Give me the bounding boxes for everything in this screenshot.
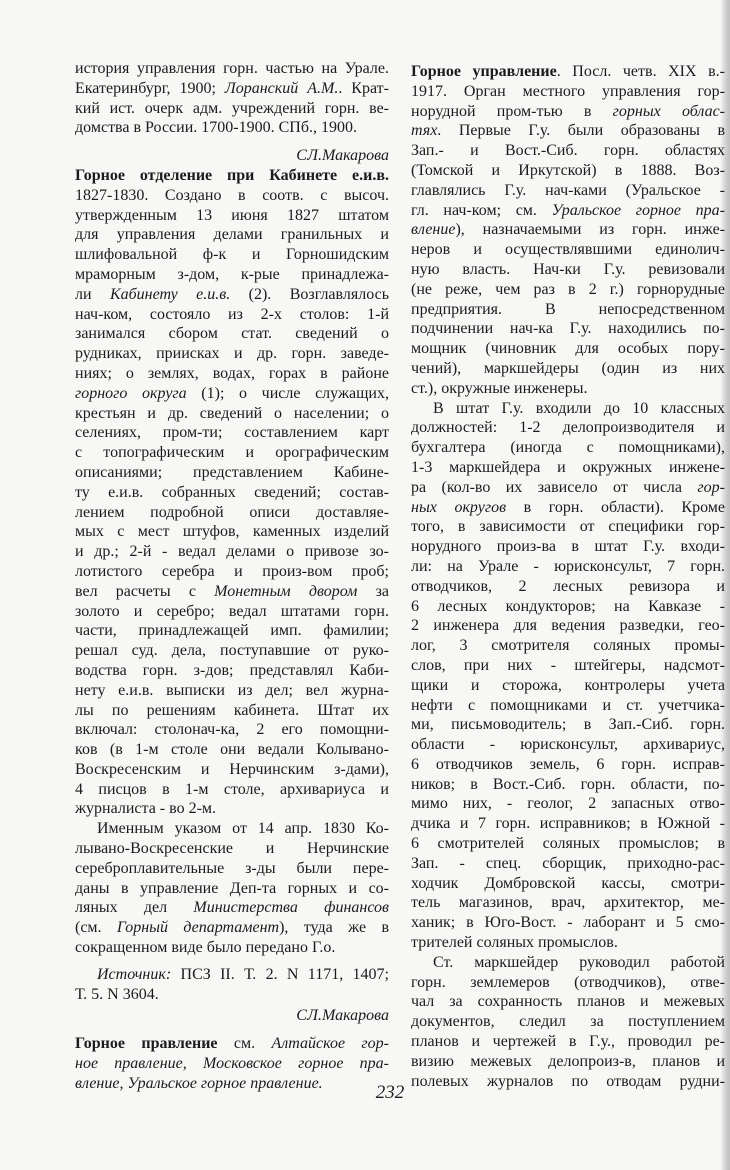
text-segment: норудной пром-тью в [411,102,613,120]
text-segment: селениях, пром-ти; составлением карт [75,424,389,442]
text-line [75,839,389,859]
text-line [75,344,389,364]
text-segment: 1917. Орган местного управления гор- [411,82,725,100]
text-paragraph [411,399,725,953]
text-line [411,854,725,874]
text-segment: с топографическим и орографическим [75,444,389,462]
text-segment: (см. [75,919,117,937]
text-segment: . Крат- [338,79,389,97]
text-segment: в горн. области). Кроме [506,498,726,516]
text-segment: (не реже, чем раз в 2 г.) горнорудные [411,280,725,298]
text-line [75,206,389,226]
text-line [75,582,389,602]
text-segment: ту е.и.в. собранных сведений; состав- [75,483,389,501]
text-line [411,260,725,280]
text-segment: ков (в 1-м столе они ведали Колывано- [75,741,389,759]
text-segment: Зап.- и Вост.-Сиб. горн. областях [411,142,725,160]
text-segment: области - юрисконсульт, архивариус, [411,736,725,754]
text-line [75,59,389,79]
text-line [75,118,389,138]
text-line [411,319,725,339]
text-line [411,715,725,735]
text-line [411,814,725,834]
text-segment: щики и сторожа, контролеры учета [411,676,725,694]
text-line [75,324,389,344]
text-segment: 4 писцов в 1-м столе, архивариуса и [75,780,389,798]
text-line [75,503,389,523]
text-line [411,181,725,201]
text-line [411,62,725,82]
text-line [411,992,725,1012]
text-segment: тель магазинов, врач, архитектор, ме- [411,894,725,912]
text-line [75,701,389,721]
text-segment: решал суд. дела, поступавшие от руко- [75,642,389,660]
text-line [411,794,725,814]
text-segment: история управления горн. частью на Урале. [75,60,389,77]
text-segment: отводчиков, 2 лесных ревизора и [411,577,725,595]
text-line [75,985,389,1005]
text-line [75,879,389,899]
italic-reference: гор- [697,478,725,496]
italic-reference: Кабинету е.и.в. [109,285,231,303]
text-line [411,913,725,933]
text-segment: 6 отводчиков земель, 6 горн. исправ- [411,755,725,773]
text-segment: домства в России. 1700-1900. СПб., 1900. [75,119,357,137]
text-line [411,220,725,240]
text-segment: неров и осуществлявшими единолич- [411,241,725,259]
text-segment: ли: на Урале - юрисконсульт, 7 горн. [411,557,725,575]
text-line [411,616,725,636]
text-segment: документов, следил за поступлением [411,1013,725,1031]
text-line [411,300,725,320]
text-segment: главлялись Г.у. нач-ками (Уральское - [411,181,725,199]
text-segment: за [357,582,389,600]
text-segment: 6 лесных кондукторов; на Кавказе - [411,597,725,615]
text-segment: сокращенном виде было передано Г.о. [75,939,336,957]
text-segment: сереброплавительные з-ды были пере- [75,859,389,877]
text-line [411,676,725,696]
text-segment: Воскресенским и Нерчинским з-дами), [75,760,389,778]
text-line [411,656,725,676]
text-segment: норудного произ-ва в штат Г.у. входи- [411,538,725,556]
text-line [75,483,389,503]
text-segment: Екатеринбург, 1900; [75,79,225,97]
text-segment: ляных дел [75,899,194,917]
text-segment: ханик; в Юго-Вост. - лаборант и 5 смо- [411,914,725,932]
text-segment: лением подробной описи доставляе- [75,503,389,521]
text-line [75,305,389,325]
text-segment: журналиста - во 2-м. [75,800,217,818]
text-line [411,537,725,557]
text-line [75,522,389,542]
text-segment: ст.), окружные инженеры. [411,379,588,397]
text-segment: ников; в Вост.-Сиб. горн. области, по- [411,775,725,793]
text-line [411,893,725,913]
text-line [75,542,389,562]
text-segment: должностей: 1-2 делопроизводителя и [411,419,725,437]
entry-heading: Горное отделение при Кабинете е.и.в. [75,166,389,184]
text-line [411,141,725,161]
text-line [411,933,725,953]
text-paragraph [75,59,389,138]
italic-reference: вление, Уральское горное правление. [75,1074,323,1092]
text-line [75,99,389,119]
text-line [75,166,389,186]
text-line [75,364,389,384]
text-line [411,280,725,300]
text-line [411,121,725,141]
text-paragraph [411,62,725,399]
italic-reference: Уральское горное пра- [551,201,725,219]
page-number: 232 [375,1082,405,1103]
text-segment: утвержденным 13 июня 1827 штатом [75,206,389,224]
text-line [75,245,389,265]
text-segment: крестьян и др. сведений о населении; о [75,404,389,422]
text-line [411,1032,725,1052]
entry-heading: Горное управление [411,63,557,80]
text-segment: даны в управление Деп-та горных и со- [75,879,389,897]
text-segment: (2). Возглавлялось [230,285,389,303]
text-line [75,602,389,622]
italic-reference: Горный департамент [116,919,280,937]
text-segment: нефти с помощниками и ст. учетчика- [411,696,725,714]
text-paragraph [75,1034,389,1093]
text-line [411,359,725,379]
text-line [411,597,725,617]
text-paragraph [75,819,389,958]
text-paragraph [75,965,389,1005]
italic-reference: ное правление, Московское горное пра- [75,1055,389,1073]
text-segment: ра (кол-во их зависело от числа [411,478,698,496]
text-line [411,517,725,537]
text-line [411,874,725,894]
text-segment: золото и серебро; ведал штатами горн. [75,602,389,620]
left-column [75,59,389,1094]
text-segment: нач-ком, состояло из 2-х столов: 1-й [75,305,389,323]
italic-reference: Монетным двором [214,582,358,600]
text-line [75,285,389,305]
text-segment: В штат Г.у. входили до 10 классных [433,399,725,417]
text-line [75,740,389,760]
text-segment: водства горн. з-дов; представлял Каби- [75,661,389,679]
text-segment: ми, письмоводитель; в Зап.-Сиб. горн. [411,716,725,734]
italic-reference: ных округов [411,498,507,516]
text-line [411,557,725,577]
text-segment: шлифовальной ф-к и Горношидским [75,246,389,264]
text-segment: 6 смотрителей соляных промыслов; в [411,835,725,853]
text-line [411,1072,725,1092]
text-segment: лотистого серебра и произ-вом проб; [75,562,389,580]
text-segment: визию межевых делопроиз-в, планов и [411,1052,725,1070]
text-segment: горн. землемеров (отводчиков), отве- [411,973,725,991]
text-segment: лог, 3 смотрителя соляных промы- [411,637,725,655]
text-line [75,720,389,740]
text-line [411,399,725,419]
italic-reference: вление [411,221,456,239]
italic-reference: горных облас- [612,102,725,120]
text-line [75,463,389,483]
text-segment: мраморным з-дом, к-рые принадлежа- [75,265,389,283]
text-segment: ли [75,285,110,303]
text-line [411,577,725,597]
italic-reference: Лоранский А.М. [224,79,339,97]
text-line [75,423,389,443]
text-segment: Ст. маркшейдер руководил работой [433,953,725,971]
text-segment: и др.; 2-й - ведал делами о привозе зо- [75,543,389,561]
text-segment: ходчик Домбровской кассы, смотри- [411,874,725,892]
text-segment: ПСЗ II. Т. 2. N 1171, 1407; [171,965,389,983]
text-segment: нету е.и.в. выписки из дел; вел журна- [75,681,389,699]
text-segment: Именным указом от 14 апр. 1830 Ко- [97,820,389,838]
text-segment: трителей соляных промыслов. [411,934,618,952]
italic-reference: горного округа [75,384,187,402]
text-line [411,240,725,260]
text-line [75,621,389,641]
text-line [411,82,725,102]
text-line [75,918,389,938]
text-segment: лывано-Воскресенские и Нерчинские [75,840,389,858]
text-line [411,735,725,755]
text-segment: планов и чертежей в Г.у., проводил ре- [411,1033,725,1051]
text-segment: ную власть. Нач-ки Г.у. ревизовали [411,260,725,278]
text-line [75,384,389,404]
entry-heading: Горное правление [75,1035,218,1053]
text-segment: предприятия. В непосредственном [411,300,725,318]
text-segment: мых с мест штуфов, каменных изделий [75,523,389,541]
text-line [75,225,389,245]
text-line [75,859,389,879]
text-line [411,379,725,399]
text-line [411,201,725,221]
italic-reference: Источник: [97,965,172,983]
text-line [411,696,725,716]
text-segment: кий ист. очерк адм. учреждений горн. ве- [75,99,389,117]
text-line [75,819,389,839]
text-line [75,898,389,918]
text-segment: части, принадлежащей имп. фамилии; [75,622,389,640]
text-line [75,562,389,582]
text-line [411,1052,725,1072]
text-segment: Т. 5. N 3604. [75,985,159,1003]
text-segment: (Томской и Иркутской) в 1888. Воз- [411,161,725,179]
italic-reference: Алтайское гор- [271,1035,389,1053]
text-segment: рудниках, приисках и др. горн. заведе- [75,345,389,363]
text-segment: вел расчеты с [75,582,215,600]
text-segment: 1827-1830. Создано в соотв. с высоч. [75,186,389,204]
text-segment: включал: столонач-ка, 2 его помощни- [75,721,389,739]
text-segment: слов, при них - штейгеры, надсмот- [411,656,725,674]
text-segment: чений), маркшейдеры (один из них [411,359,725,377]
text-segment: лы по решениям кабинета. Штат их [75,701,389,719]
text-segment: гл. нач-ком; см. [411,201,552,219]
author-signature: СЛ.Макарова [296,1007,389,1025]
text-segment: . Посл. четв. XIX в.- [556,63,725,80]
text-line [411,636,725,656]
text-line [411,775,725,795]
italic-reference: тях [411,122,438,140]
text-segment: 2 инженера для ведения разведки, гео- [411,617,725,635]
text-segment: того, в зависимости от специфики гор- [411,518,725,536]
text-segment: см. [217,1035,272,1053]
text-line [411,498,725,518]
text-segment: ), туда же в [279,919,390,937]
text-line [411,438,725,458]
right-column [411,62,725,1091]
text-line [411,418,725,438]
text-line [411,973,725,993]
text-line [75,404,389,424]
author-signature: СЛ.Макарова [296,147,389,165]
text-line [75,641,389,661]
text-line [411,1012,725,1032]
text-segment: ниях; о землях, водах, горах в районе [75,364,389,382]
text-segment: подчинении нач-ка Г.у. находились по- [411,320,725,338]
italic-reference: Министерства финансов [193,899,389,917]
text-line [75,760,389,780]
text-segment: . Первые Г.у. были образованы в [437,122,725,140]
text-paragraph [411,953,725,1092]
text-segment: мимо них, - геолог, 2 запасных отво- [411,795,725,813]
text-segment: для управления делами гранильных и [75,226,389,244]
text-line [411,102,725,122]
text-line [411,953,725,973]
text-segment: полевых журналов по отводам рудни- [411,1072,725,1090]
text-line [411,755,725,775]
text-line [411,161,725,181]
text-segment: (1); о числе служащих, [186,384,389,402]
text-paragraph [75,166,389,819]
text-line [411,458,725,478]
text-line [75,1074,389,1094]
text-segment: чал за сохранность планов и межевых [411,993,725,1011]
text-line [75,1034,389,1054]
text-line [411,478,725,498]
text-segment: дчика и 7 горн. исправников; в Южной - [411,815,725,833]
text-segment: ), назначаемыми из горн. инже- [455,221,725,239]
text-line [75,965,389,985]
text-line [411,339,725,359]
text-segment: мощник (чиновник для особых пору- [411,340,725,358]
text-line [75,661,389,681]
text-segment: занимался сбором стат. сведений о [75,325,389,343]
text-line [75,1054,389,1074]
text-line [75,186,389,206]
text-line [75,443,389,463]
text-line [75,681,389,701]
text-line [75,938,389,958]
text-line [411,834,725,854]
text-line [75,780,389,800]
text-segment: Зап. - спец. сборщик, приходно-рас- [411,854,725,872]
text-line [75,265,389,285]
text-line [75,799,389,819]
text-segment: описаниями; представлением Кабине- [75,463,389,481]
text-line [75,79,389,99]
text-segment: бухгалтера (иногда с помощниками), [411,439,725,457]
text-segment: 1-3 маркшейдера и окружных инжене- [411,458,725,476]
